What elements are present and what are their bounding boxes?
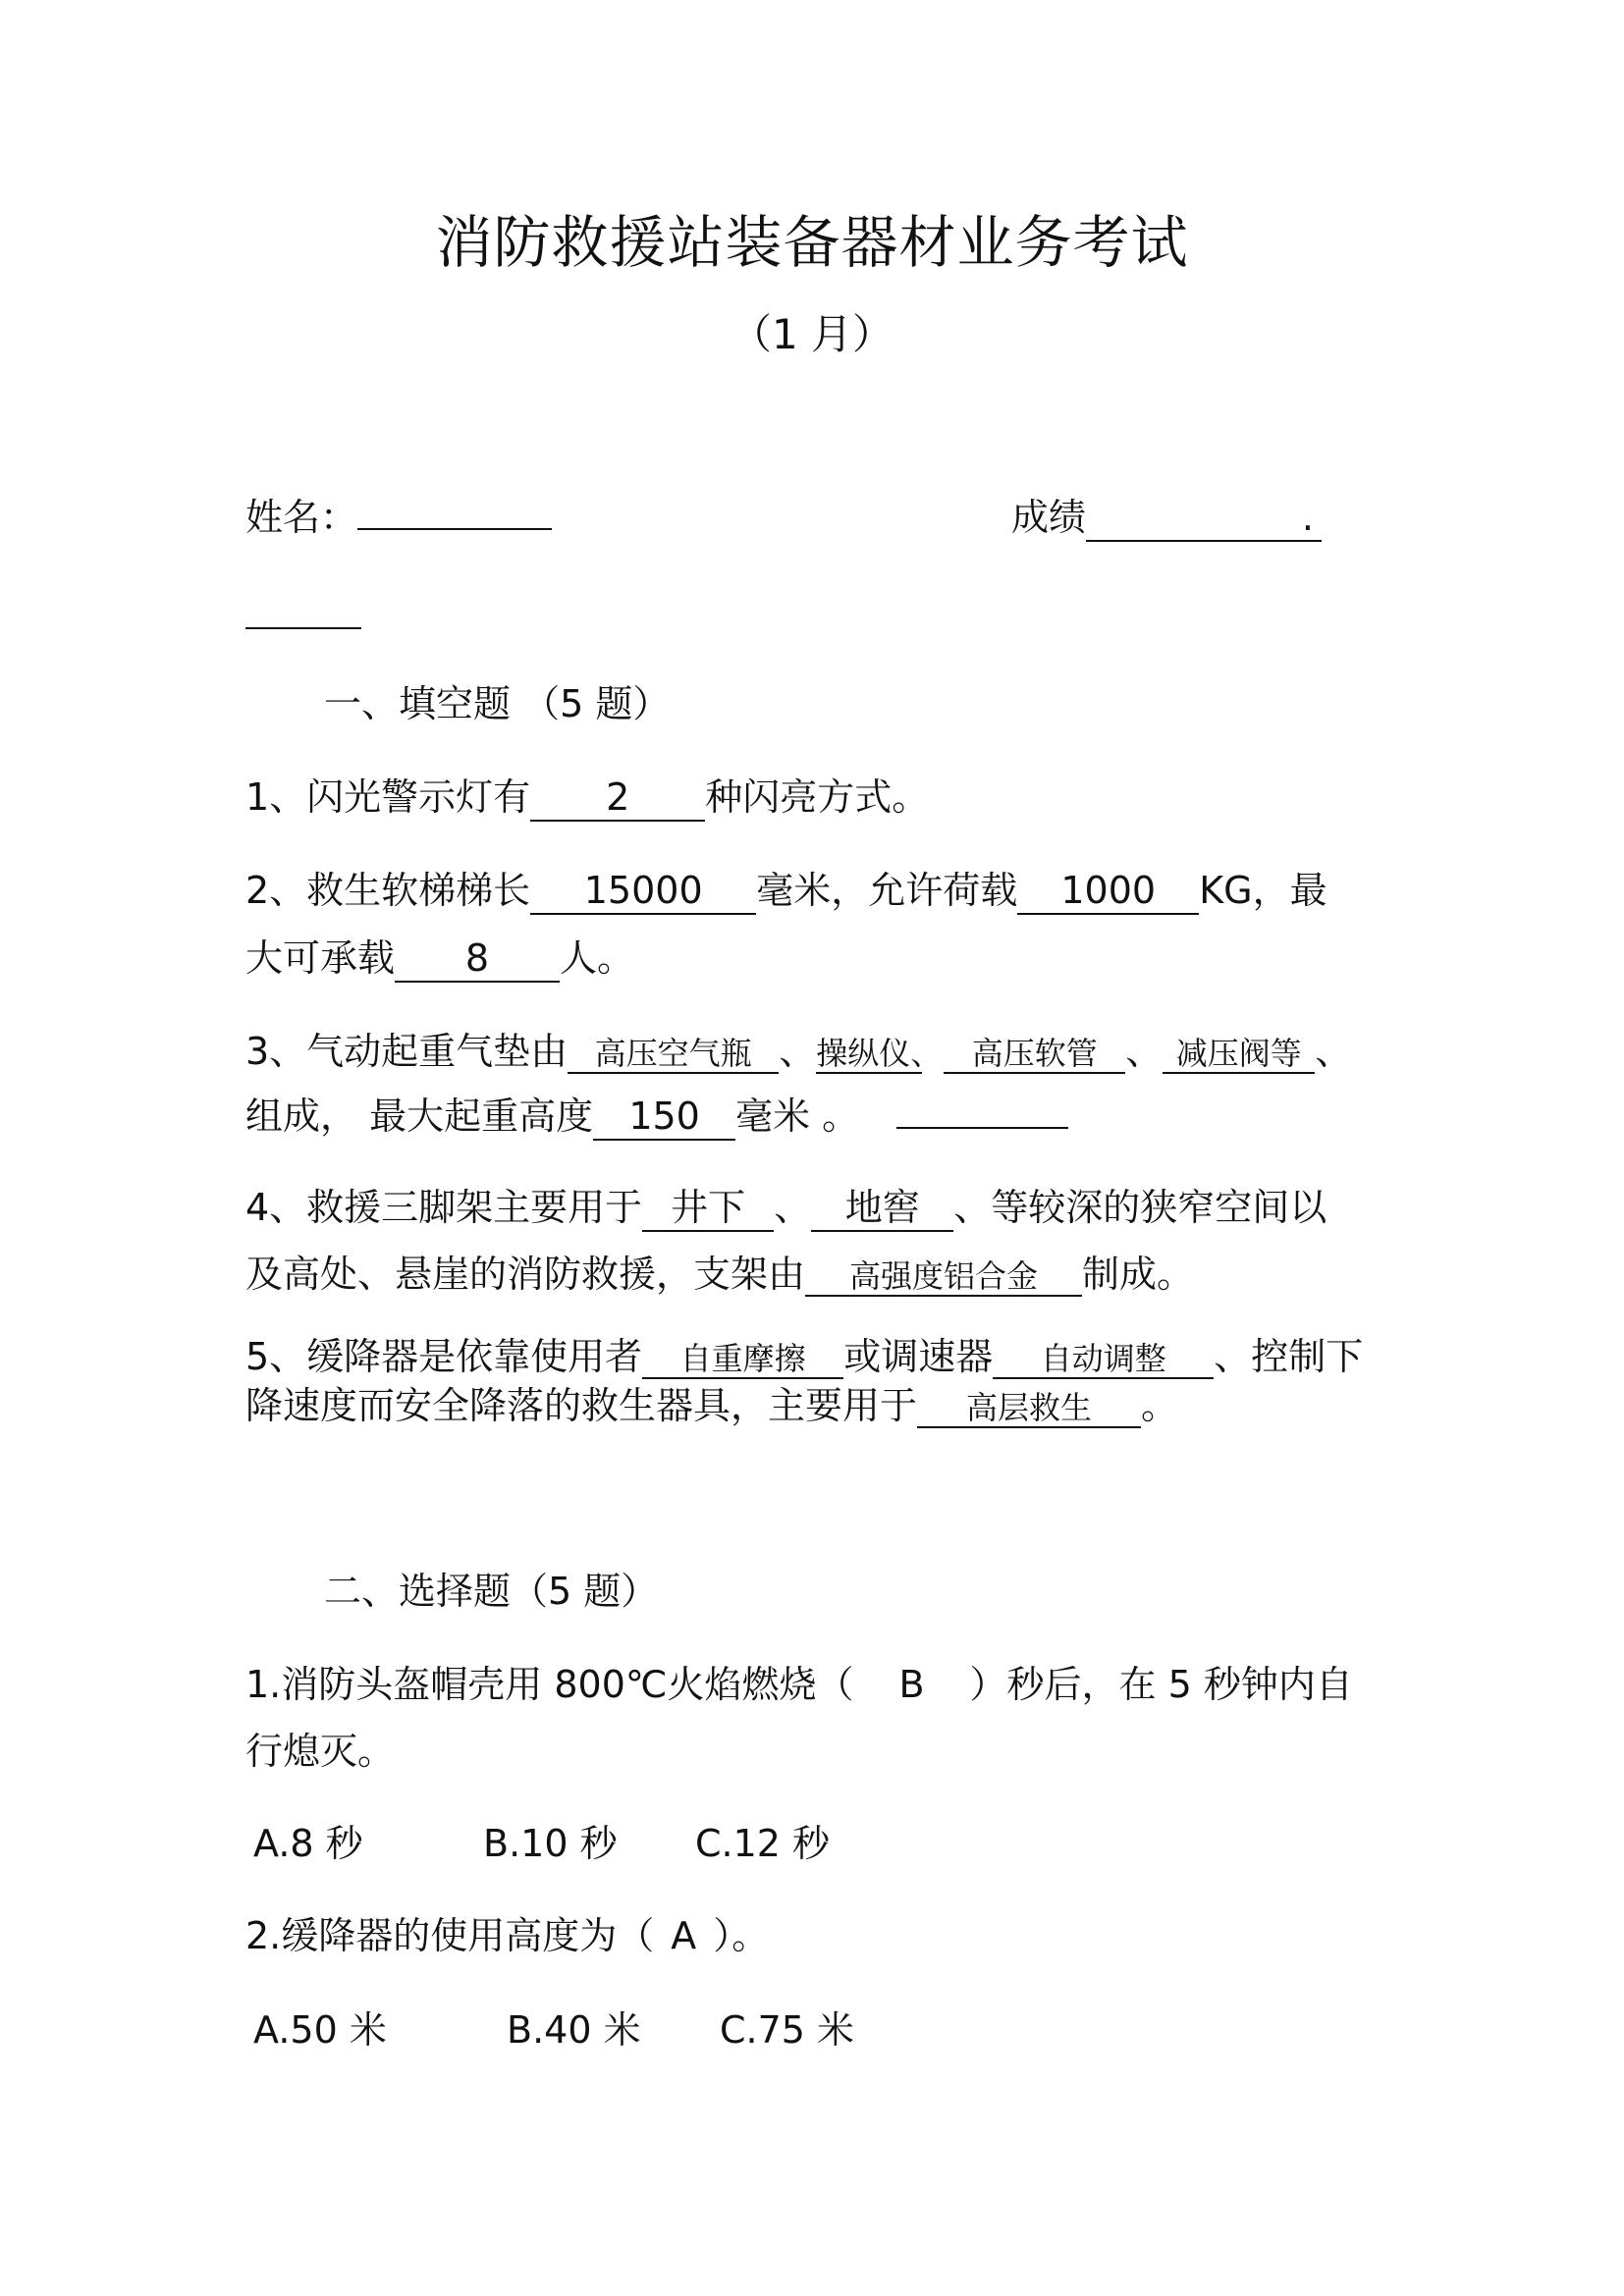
answer-blank: 15000 [530,870,756,915]
score-field [1011,494,1322,542]
answer-blank: 8 [395,937,560,983]
answer-blank: 操纵仪、 [816,1035,943,1072]
question-2-1-line1: 1.消防头盔帽壳用 800℃火焰燃烧（ B ）秒后，在 5 秒钟内自 [245,1661,1353,1709]
answer-blank: 1000 [1017,870,1199,915]
score-blank-continuation [245,627,361,629]
answer-blank: 2 [530,776,705,822]
extra-blank [896,1126,1068,1129]
answer-blank: 150 [593,1095,735,1141]
name-label: 姓名： [245,496,358,539]
score-dot: . [1301,496,1315,539]
option-c: C.12 秒 [695,1822,831,1865]
option-a: A.8 秒 [253,1822,363,1865]
option-c: C.75 米 [720,2008,855,2052]
name-blank[interactable] [357,527,552,530]
answer-blank: 自动调整 [993,1341,1214,1379]
section2-heading: 二、选择题（5 题） [324,1570,659,1613]
answer-blank: 高压软管 [944,1036,1125,1074]
question-1-4-line1: 4、救援三脚架主要用于 井下 、 地窖 、等较深的狭窄空间以 [245,1184,1326,1232]
answer: B [898,1663,925,1706]
answer-blank: 高强度铝合金 [805,1258,1082,1297]
answer-blank: 自重摩擦 [642,1341,843,1379]
answer-blank: 地窖 [811,1187,953,1232]
question-1-1: 1、闪光警示灯有 2 种闪亮方式。 [245,774,929,822]
question-1-3-line1: 3、气动起重气垫由 高压空气瓶 、操纵仪、 高压软管 、 减压阀等 、 [245,1030,1353,1073]
question-2-1-line2: 行熄灭。 [245,1730,396,1773]
answer-blank: 减压阀等 [1163,1036,1315,1074]
score-label: 成绩 [1011,496,1087,539]
score-blank[interactable] [1086,497,1322,542]
answer-blank: 高层救生 [917,1390,1141,1428]
answer-blank: 高压空气瓶 [568,1036,779,1074]
option-b: B.10 秒 [483,1822,618,1865]
question-1-2-line2: 大可承载 8 人。 [245,934,634,983]
answer: A [671,1914,697,1957]
question-1-4-line2: 及高处、悬崖的消防救援，支架由 高强度铝合金 制成。 [245,1253,1195,1296]
question-1-3-line2: 组成， 最大起重高度 150 毫米 。 [245,1093,1068,1141]
question-1-5-line2: 降速度而安全降落的救生器具，主要用于 高层救生 。 [245,1384,1179,1427]
section1-heading: 一、填空题 （5 题） [324,682,671,725]
answer-blank: 井下 [642,1187,774,1232]
question-1-2-line1: 2、救生软梯梯长 15000 毫米，允许荷载 1000 KG，最 [245,867,1327,915]
page-subtitle: （1 月） [730,310,894,358]
name-field [245,494,552,542]
page-title: 消防救援站装备器材业务考试 [435,209,1189,276]
question-2-2: 2.缓降器的使用高度为（ A ）。 [245,1912,769,1960]
option-b: B.40 米 [507,2008,641,2052]
option-a: A.50 米 [253,2008,387,2052]
question-1-5-line1: 5、缓降器是依靠使用者 自重摩擦 或调速器 自动调整 、控制下 [245,1335,1364,1378]
